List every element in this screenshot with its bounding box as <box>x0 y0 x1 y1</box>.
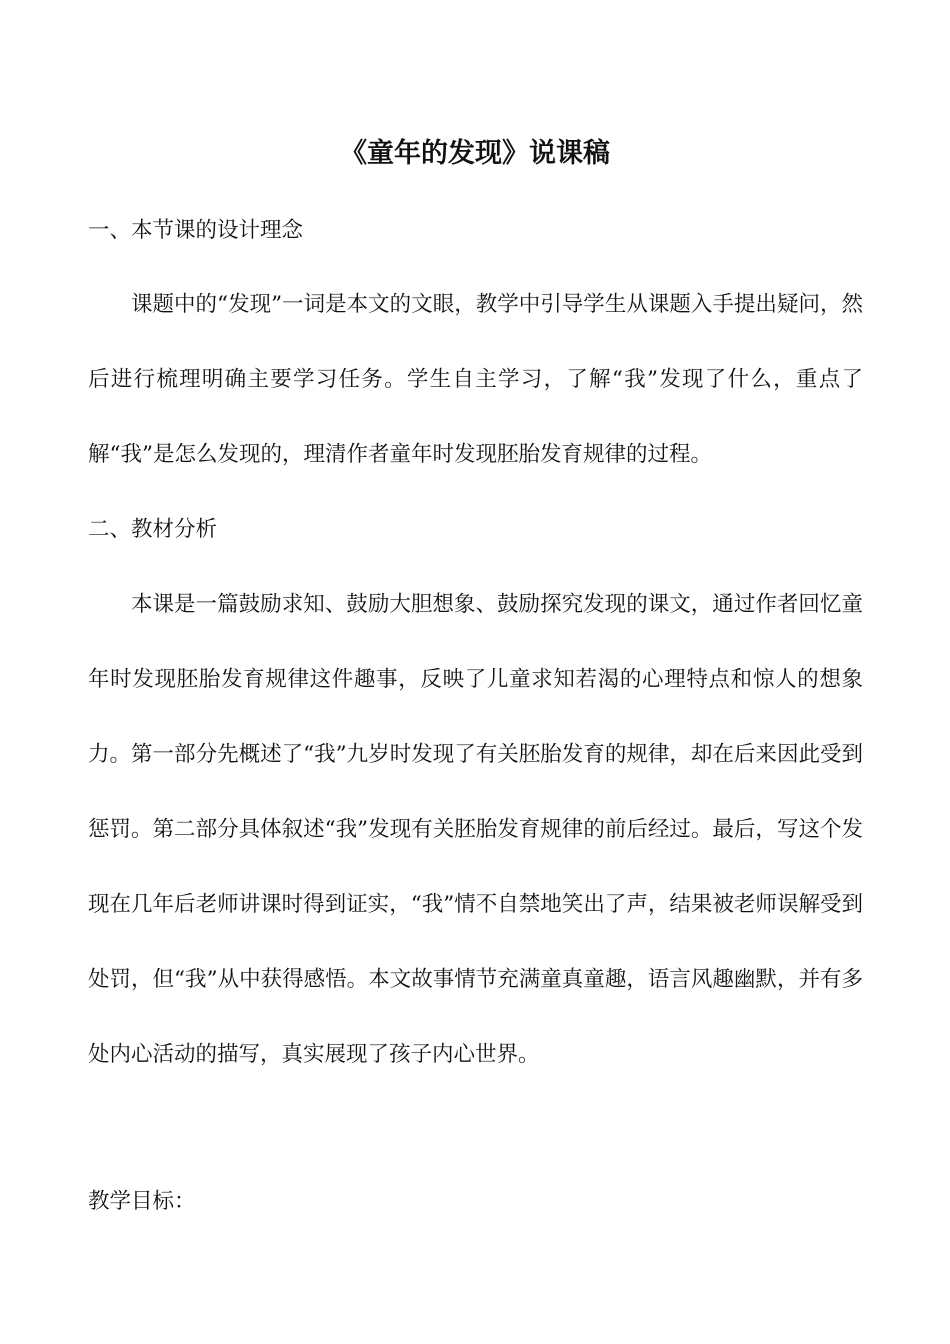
section-heading-design-concept: 一、本节课的设计理念 <box>88 218 304 243</box>
section-heading-teaching-goals: 教学目标： <box>88 1189 196 1214</box>
section-paragraph-material-analysis: 本课是一篇鼓励求知、鼓励大胆想象、鼓励探究发现的课文，通过作者回忆童年时发现胚胎发育规律这件趣事，反映了儿童求知若渴的心理特点和惊人的想象力。第一部分先概述了“我”九岁时发现了有关胚胎发育的规律，却在后来因此受到惩罚。第二部分具体叙述“我”发现有关胚胎发育规律的前后经过。最后，写这个发现在几年后老师讲课时得到证实，“我”情不自禁地笑出了声，结果被老师误解受到处罚，但“我”从中获得感悟。本文故事情节充满童真童趣，语言风趣幽默，并有多处内心活动的描写，真实展现了孩子内心世界。 <box>88 592 863 1067</box>
section-paragraph-design-concept: 课题中的“发现”一词是本文的文眼，教学中引导学生从课题入手提出疑问，然后进行梳理明确主要学习任务。学生自主学习，了解“我”发现了什么，重点了解“我”是怎么发现的，理清作者童年时发现胚胎发育规律的过程。 <box>88 292 863 467</box>
document-title: 《童年的发现》说课稿 <box>340 138 610 169</box>
section-heading-material-analysis: 二、教材分析 <box>88 517 218 542</box>
